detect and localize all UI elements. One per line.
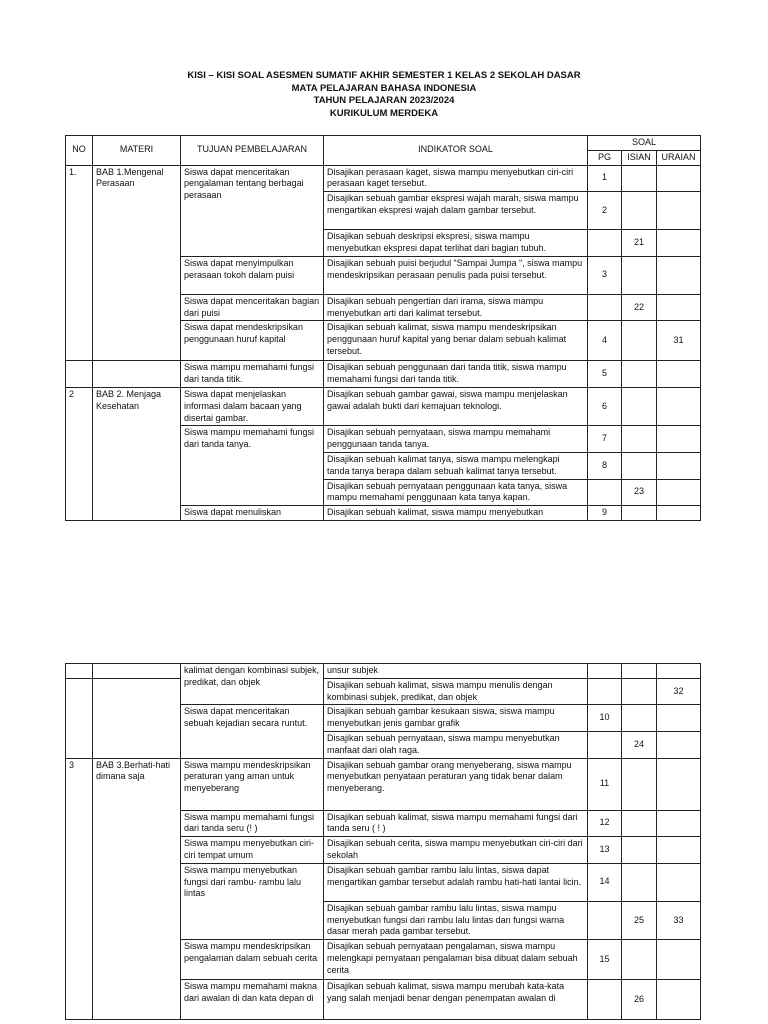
row-indikator: Disajikan sebuah kalimat, siswa mampu merubah kata-kata yang salah menjadi benar dengan penempatan awalan di [324,980,588,1020]
header-no: NO [66,136,93,166]
row-pg: 11 [588,758,622,810]
row-uraian [657,165,701,192]
row-tujuan: Siswa dapat menuliskan [181,506,324,521]
row-tujuan: Siswa dapat menceritakan bagian dari puisi [181,294,324,321]
row-uraian: 31 [657,321,701,361]
header-pg: PG [588,150,622,165]
row-indikator: Disajikan sebuah pernyataan, siswa mampu menyebutkan manfaat dari olah raga. [324,731,588,758]
row-isian: 25 [622,901,657,939]
title-line-3: TAHUN PELAJARAN 2023/2024 [313,95,455,107]
row-pg: 3 [588,256,622,294]
row-no-empty [66,361,93,388]
row-indikator: Disajikan sebuah gambar orang menyeberang, siswa mampu menyebutkan penyataan peraturan yang tidak benar dalam menyeberang. [324,758,588,810]
row-uraian [657,837,701,864]
row-pg [588,294,622,321]
row-pg [588,479,622,506]
row-tujuan: Siswa mampu memahami fungsi dari tanda tanya. [181,426,324,506]
row-isian [622,705,657,732]
row-tujuan: Siswa dapat menceritakan pengalaman tentang berbagai perasaan [181,165,324,256]
row-indikator: Disajikan sebuah penggunaan dari tanda titik, siswa mampu memahami fungsi dari tanda titik. [324,361,588,388]
row-pg [588,731,622,758]
document-title [0,70,768,120]
row-isian [622,361,657,388]
row-indikator: Disajikan sebuah cerita, siswa mampu menyebutkan ciri-ciri dari sekolah [324,837,588,864]
row-tujuan: Siswa mampu memahami fungsi dari tanda titik. [181,361,324,388]
row-uraian [657,361,701,388]
row-tujuan: Siswa mampu menyebutkan ciri-ciri tempat umum [181,837,324,864]
row-uraian [657,192,701,230]
row-uraian [657,705,701,732]
row-materi: BAB 1.Mengenal Perasaan [93,165,181,361]
row-tujuan: Siswa mampu memahami fungsi dari tanda seru (! ) [181,810,324,837]
row-uraian [657,256,701,294]
row-uraian [657,863,701,901]
row-pg [588,664,622,679]
row-isian [622,452,657,479]
header-indikator: INDIKATOR SOAL [324,136,588,166]
row-pg [588,980,622,1020]
row-indikator: Disajikan sebuah pernyataan, siswa mampu memahami penggunaan tanda tanya. [324,426,588,453]
row-materi-empty [93,664,181,679]
row-indikator: Disajikan sebuah gambar kesukaan siswa, siswa mampu menyebutkan jenis gambar grafik [324,705,588,732]
row-tujuan: kalimat dengan kombinasi subjek, predikat, dan objek [181,664,324,705]
row-tujuan: Siswa mampu mendeskripsikan pengalaman dalam sebuah cerita [181,940,324,980]
row-indikator: Disajikan sebuah gambar rambu lalu lintas, siswa dapat mengartikan gambar tersebut adalah rambu hati-hati lantai licin. [324,863,588,901]
title-line-1: KISI – KISI SOAL ASESMEN SUMATIF AKHIR SEMESTER 1 KELAS 2 SEKOLAH DASAR [187,70,581,81]
header-materi: MATERI [93,136,181,166]
row-uraian [657,230,701,257]
kisi-table-page-2 [65,663,701,1020]
row-indikator: Disajikan sebuah gambar rambu lalu lintas, siswa mampu menyebutkan fungsi dari rambu lalu lintas dan fungsi warna dasar merah pada gambar tersebut. [324,901,588,939]
row-tujuan: Siswa dapat menyimpulkan perasaan tokoh dalam puisi [181,256,324,294]
row-no: 3 [66,758,93,1020]
row-pg: 12 [588,810,622,837]
row-pg: 9 [588,506,622,521]
row-no: 1. [66,165,93,361]
row-pg: 10 [588,705,622,732]
row-pg: 4 [588,321,622,361]
row-no-empty [66,678,93,758]
header-soal: SOAL [588,136,701,151]
row-tujuan: Siswa dapat menjelaskan informasi dalam bacaan yang disertai gambar. [181,387,324,425]
row-isian [622,426,657,453]
row-indikator: Disajikan sebuah kalimat, siswa mampu mendeskripsikan penggunaan huruf kapital yang benar dalam sebuah kalimat tersebut. [324,321,588,361]
row-uraian [657,294,701,321]
table-row [66,758,701,810]
row-uraian [657,426,701,453]
row-pg [588,230,622,257]
row-uraian: 33 [657,901,701,939]
row-indikator: Disajikan sebuah gambar ekspresi wajah marah, siswa mampu mengartikan ekspresi wajah dalam gambar tersebut. [324,192,588,230]
row-uraian [657,506,701,521]
row-isian [622,165,657,192]
row-pg: 7 [588,426,622,453]
row-pg: 13 [588,837,622,864]
row-isian: 26 [622,980,657,1020]
row-uraian [657,452,701,479]
row-isian [622,810,657,837]
row-materi: BAB 3.Berhati-hati dimana saja [93,758,181,1020]
row-indikator: Disajikan sebuah kalimat, siswa mampu menulis dengan kombinasi subjek, predikat, dan objek [324,678,588,705]
row-isian [622,837,657,864]
row-pg: 14 [588,863,622,901]
row-isian: 22 [622,294,657,321]
header-isian: ISIAN [622,150,657,165]
row-pg [588,901,622,939]
row-uraian [657,664,701,679]
row-uraian [657,479,701,506]
title-line-4: KURIKULUM MERDEKA [329,107,439,119]
kisi-table-page-1 [65,135,701,521]
table-row [66,361,701,388]
row-isian [622,192,657,230]
row-isian [622,256,657,294]
row-pg: 5 [588,361,622,388]
row-indikator: Disajikan sebuah gambar gawai, siswa mampu menjelaskan gawai adalah bukti dari kemajuan teknologi. [324,387,588,425]
row-no-empty [66,664,93,679]
row-pg: 8 [588,452,622,479]
table-row [66,165,701,192]
row-tujuan: Siswa dapat mendeskripsikan penggunaan huruf kapital [181,321,324,361]
row-isian [622,940,657,980]
row-uraian [657,731,701,758]
header-uraian: URAIAN [657,150,701,165]
row-indikator: Disajikan sebuah puisi berjudul “Sampai Jumpa “, siswa mampu mendeskripsikan perasaan penulis pada puisi tersebut. [324,256,588,294]
row-uraian [657,387,701,425]
row-isian: 24 [622,731,657,758]
row-isian [622,758,657,810]
row-tujuan: Siswa mampu memahami makna dari awalan di dan kata depan di [181,980,324,1020]
header-row [66,136,701,151]
table-row [66,678,701,705]
row-uraian [657,758,701,810]
header-tujuan: TUJUAN PEMBELAJARAN [181,136,324,166]
row-materi-empty [93,361,181,388]
row-indikator: Disajikan sebuah kalimat, siswa mampu memahami fungsi dari tanda seru ( ! ) [324,810,588,837]
row-isian [622,387,657,425]
row-tujuan: Siswa dapat menceritakan sebuah kejadian secara runtut. [181,705,324,758]
row-isian [622,506,657,521]
row-indikator: Disajikan perasaan kaget, siswa mampu menyebutkan ciri-ciri perasaan kaget tersebut. [324,165,588,192]
row-isian: 23 [622,479,657,506]
row-materi-empty [93,678,181,758]
row-uraian [657,810,701,837]
row-pg: 1 [588,165,622,192]
row-uraian: 32 [657,678,701,705]
table-row [66,664,701,679]
table-row [66,387,701,425]
row-indikator: Disajikan sebuah kalimat tanya, siswa mampu melengkapi tanda tanya berapa dalam sebuah kalimat tanya tersebut. [324,452,588,479]
row-materi: BAB 2. Menjaga Kesehatan [93,387,181,520]
row-tujuan: Siswa mampu mendeskripsikan peraturan yang aman untuk menyeberang [181,758,324,810]
row-indikator: unsur subjek [324,664,588,679]
row-tujuan: Siswa mampu menyebutkan fungsi dari rambu- rambu lalu lintas [181,863,324,939]
row-pg: 2 [588,192,622,230]
row-uraian [657,940,701,980]
row-pg: 6 [588,387,622,425]
row-indikator: Disajikan sebuah kalimat, siswa mampu menyebutkan [324,506,588,521]
row-isian [622,321,657,361]
row-indikator: Disajikan sebuah pernyataan penggunaan kata tanya, siswa mampu memahami penggunaan kata tanya kapan. [324,479,588,506]
row-indikator: Disajikan sebuah deskripsi ekspresi, siswa mampu menyebutkan ekspresi dapat terlihat dari bagian tubuh. [324,230,588,257]
title-line-2: MATA PELAJARAN BAHASA INDONESIA [291,82,477,94]
row-pg [588,678,622,705]
row-no: 2 [66,387,93,520]
row-isian: 21 [622,230,657,257]
row-isian [622,863,657,901]
row-pg: 15 [588,940,622,980]
row-indikator: Disajikan sebuah pengertian dari irama, siswa mampu menyebutkan arti dari kalimat tersebut. [324,294,588,321]
row-uraian [657,980,701,1020]
row-indikator: Disajikan sebuah pernyataan pengalaman, siswa mampu melengkapi pernyataan pengalaman bisa dibuat dalam sebuah cerita [324,940,588,980]
row-isian [622,664,657,679]
row-isian [622,678,657,705]
